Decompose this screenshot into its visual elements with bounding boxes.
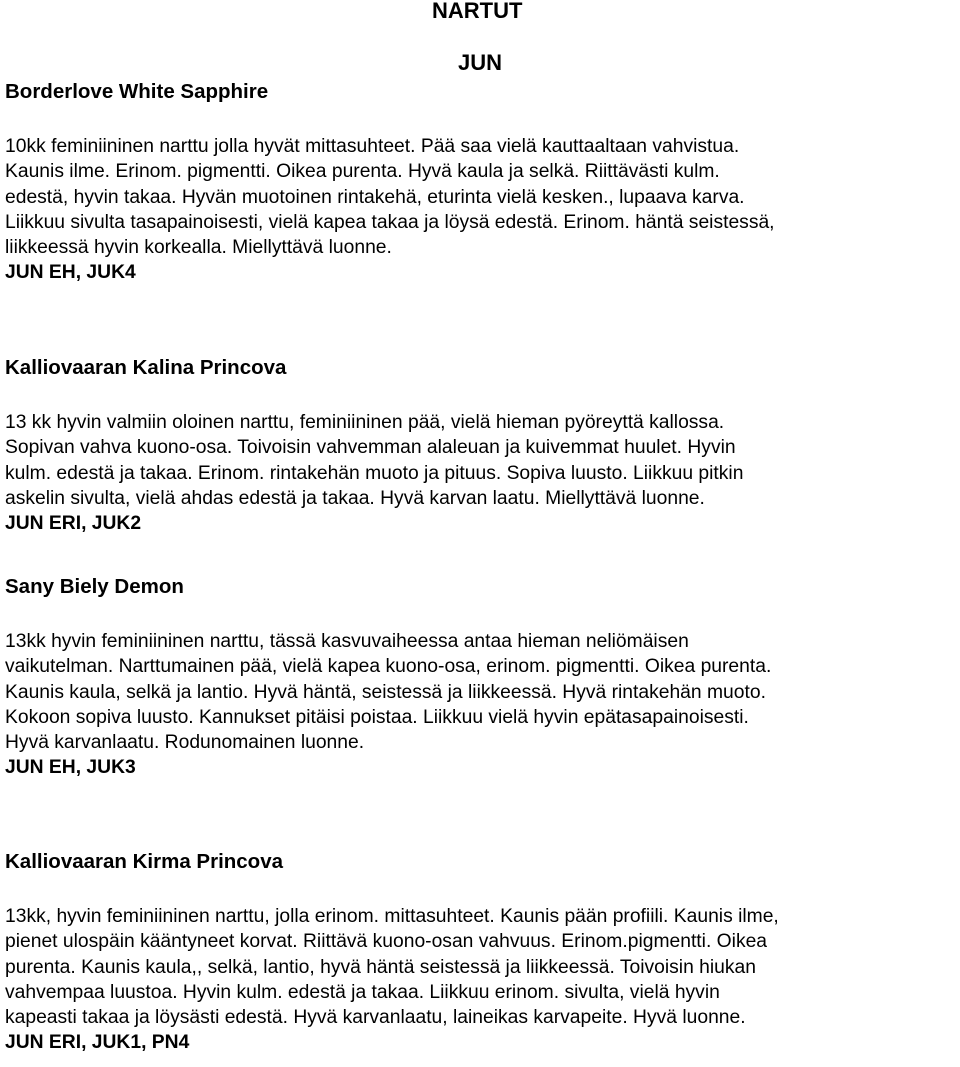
dog-entry	[5, 355, 960, 537]
dog-entry	[5, 849, 960, 1056]
result-line: JUN EH, JUK3	[5, 757, 136, 779]
result-line: JUN ERI, JUK2	[5, 513, 142, 535]
dog-entry	[5, 574, 960, 781]
dog-name: Kalliovaaran Kalina Princova	[5, 356, 287, 379]
critique-text: 13 kk hyvin valmiin oloinen narttu, feminiininen pää, vielä hieman pyöreyttä kallossa. Sopivan vahva kuono-osa. Toivoisin vahvemman alaleuan ja kuivemmat huulet. Hyvin kulm. edestä ja takaa. Erinom. rintakehän muoto ja pituus. Sopiva luusto. Liikkuu pitkin askelin sivulta, vielä ahdas edestä ja takaa. Hyvä karvan laatu. Miellyttävä luonne.	[5, 412, 744, 509]
result-line: JUN EH, JUK4	[5, 262, 136, 284]
critique-text: 13kk, hyvin feminiininen narttu, jolla erinom. mittasuhteet. Kaunis pään profiili. Kaunis ilme, pienet ulospäin kääntyneet korvat. Riittävä kuono-osan vahvuus. Erinom.pigmentti. Oikea purenta. Kaunis kaula,, selkä, lantio, hyvä häntä seistessä ja liikkeessä. Toivoisin hiukan vahvempaa luustoa. Hyvin kulm. edestä ja takaa. Liikkuu erinom. sivulta, vielä hyvin kapeasti takaa ja löysästi edestä. Hyvä karvanlaatu, laineikas karvapeite. Hyvä luonne.	[5, 906, 779, 1029]
dog-name: Sany Biely Demon	[5, 575, 184, 598]
dog-entry	[5, 79, 960, 286]
class-title: JUN	[458, 50, 503, 75]
result-line: JUN ERI, JUK1, PN4	[5, 1032, 190, 1054]
dog-name: Borderlove White Sapphire	[5, 80, 269, 103]
dog-name: Kalliovaaran Kirma Princova	[5, 850, 284, 873]
critique-text: 10kk feminiininen narttu jolla hyvät mittasuhteet. Pää saa vielä kauttaaltaan vahvistua. Kaunis ilme. Erinom. pigmentti. Oikea purenta. Hyvä kaula ja selkä. Riittävästi kulm. edestä, hyvin takaa. Hyvän muotoinen rintakehä, eturinta vielä kesken., lupaava karva. Liikkuu sivulta tasapainoisesti, vielä kapea takaa ja löysä edestä. Erinom. häntä seistessä, liikkeessä hyvin korkealla. Miellyttävä luonne.	[5, 136, 775, 259]
critique-text: 13kk hyvin feminiininen narttu, tässä kasvuvaiheessa antaa hieman neliömäisen vaikutelman. Narttumainen pää, vielä kapea kuono-osa, erinom. pigmentti. Oikea purenta. Kaunis kaula, selkä ja lantio. Hyvä häntä, seistessä ja liikkeessä. Hyvä rintakehän muoto. Kokoon sopiva luusto. Kannukset pitäisi poistaa. Liikkuu vielä hyvin epätasapainoisesti. Hyvä karvanlaatu. Rodunomainen luonne.	[5, 631, 772, 754]
section-title: NARTUT	[432, 0, 523, 23]
